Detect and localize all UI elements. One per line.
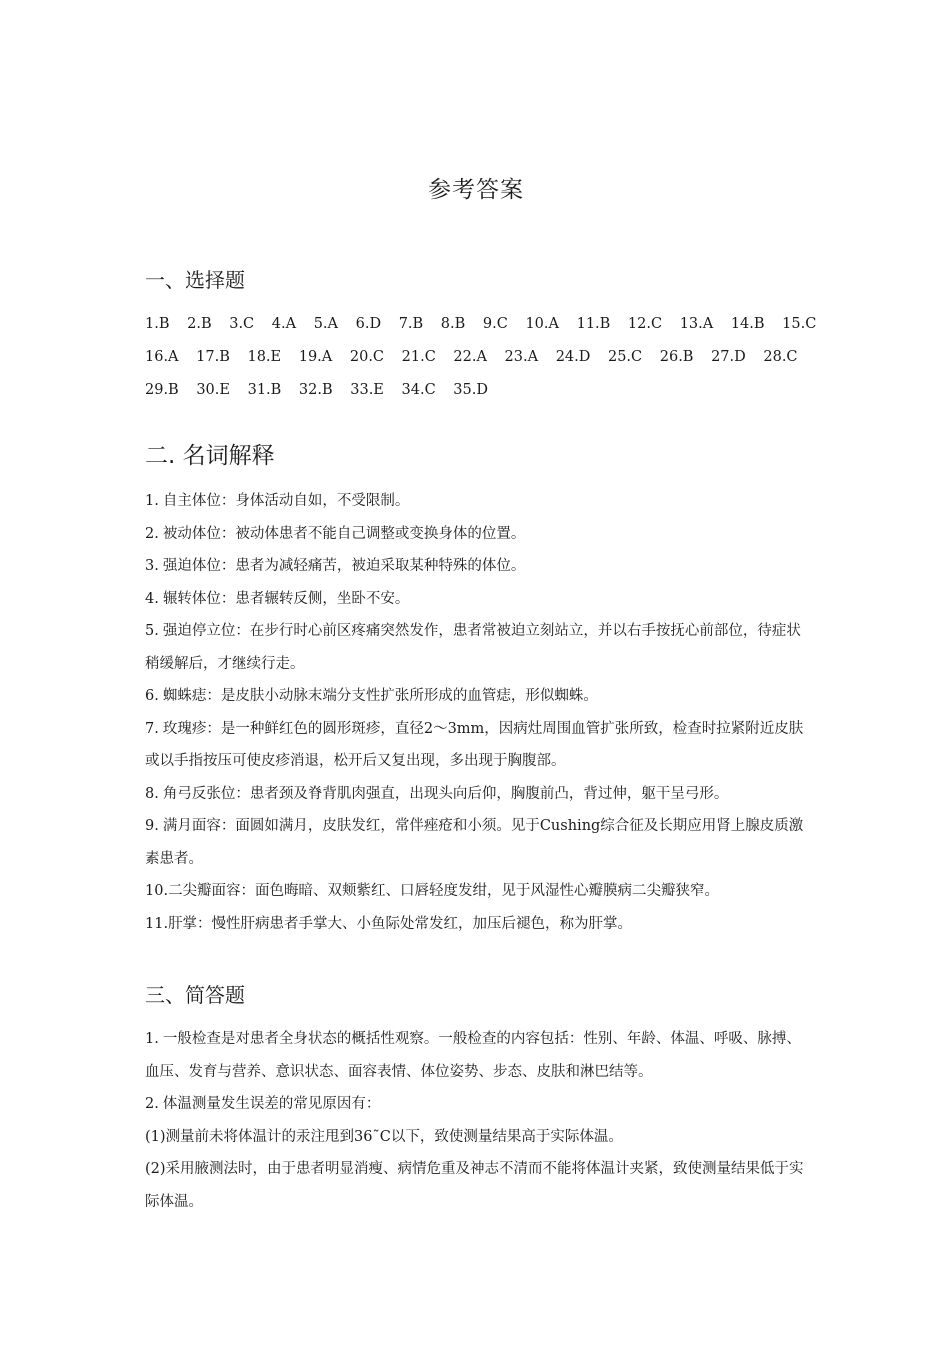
section-heading-short-answer: 三、简答题	[145, 983, 245, 1007]
term-text: 肝掌：慢性肝病患者手掌大、小鱼际处常发红，加压后褪色，称为肝掌。	[168, 915, 633, 932]
answer-item: 19.A	[298, 349, 333, 365]
answer-item: 14.B	[730, 316, 765, 332]
answer-item: 29.B	[145, 382, 179, 398]
term-item	[145, 810, 815, 875]
term-item	[145, 550, 815, 583]
term-item	[145, 518, 815, 551]
answer-item: 27.D	[711, 349, 746, 365]
short-answer-number: 1.	[145, 1031, 159, 1047]
short-answer-text: 采用腋测法时，由于患者明显消瘦、病情危重及神志不清而不能将体温计夹紧，致使测量结果低于实际体温。	[145, 1161, 804, 1210]
answer-item: 26.B	[659, 349, 694, 365]
term-text: 蜘蛛痣：是皮肤小动脉末端分支性扩张所形成的血管痣，形似蜘蛛。	[162, 688, 598, 704]
term-item	[145, 875, 815, 908]
answer-item: 1.B	[145, 316, 170, 332]
answer-item: 35.D	[453, 382, 488, 398]
section-heading-choice: 一、选择题	[145, 268, 245, 292]
term-item	[145, 713, 815, 778]
term-text: 二尖瓣面容：面色晦暗、双颊紫红、口唇轻度发绀，见于风湿性心瓣膜病二尖瓣狭窄。	[168, 883, 720, 899]
answer-item: 3.C	[229, 316, 255, 332]
answer-item: 2.B	[187, 316, 212, 332]
term-text: 自主体位：身体活动自如，不受限制。	[162, 493, 410, 509]
term-item	[145, 680, 815, 713]
short-answer-subnumber: (2)	[145, 1161, 166, 1177]
answer-item: 28.C	[763, 349, 798, 365]
terms-list	[145, 485, 815, 940]
answer-item: 34.C	[401, 382, 436, 398]
answer-item: 23.A	[504, 349, 539, 365]
short-answer-subitem	[145, 1153, 815, 1218]
answer-item: 10.A	[525, 316, 559, 332]
term-item	[145, 583, 815, 616]
term-number: 4.	[145, 590, 159, 607]
choice-answer-grid	[145, 308, 825, 407]
section-heading-terms: 二. 名词解释	[145, 443, 275, 469]
term-item	[145, 485, 815, 518]
short-answer-text: 体温测量发生误差的常见原因有：	[162, 1096, 381, 1112]
short-answer-list	[145, 1023, 815, 1218]
term-number: 7.	[145, 720, 159, 737]
term-number: 11.	[145, 915, 169, 932]
term-number: 2.	[145, 525, 159, 542]
term-text: 满月面容：面圆如满月，皮肤发红，常伴痤疮和小须。见于Cushing综合征及长期应用肾上腺皮质激素患者。	[145, 818, 804, 867]
short-answer-text: 测量前未将体温计的汞注甩到36˜C以下，致使测量结果高于实际体温。	[165, 1128, 623, 1145]
answer-item: 8.B	[440, 316, 466, 332]
term-number: 10.	[145, 883, 169, 899]
short-answer-number: 2.	[145, 1096, 159, 1112]
term-item	[145, 615, 815, 680]
term-number: 9.	[145, 818, 159, 834]
term-item	[145, 778, 815, 811]
answer-item: 9.C	[482, 316, 508, 332]
answer-item: 24.D	[555, 349, 591, 365]
answer-item: 18.E	[247, 349, 282, 365]
answer-item: 22.A	[453, 349, 487, 365]
answer-item: 30.E	[196, 382, 230, 398]
page-title: 参考答案	[428, 177, 524, 203]
answer-item: 13.A	[679, 316, 714, 332]
answer-item: 6.D	[355, 316, 382, 332]
answer-item: 12.C	[627, 316, 663, 332]
answer-item: 33.E	[350, 382, 384, 398]
term-number: 8.	[145, 785, 159, 802]
answer-item: 7.B	[398, 316, 424, 332]
answer-item: 31.B	[247, 382, 282, 398]
term-number: 6.	[145, 688, 159, 704]
short-answer-item	[145, 1023, 815, 1088]
answer-item: 5.A	[313, 316, 338, 332]
term-number: 1.	[145, 493, 159, 509]
answer-row	[145, 308, 825, 341]
term-text: 辗转体位：患者辗转反侧，坐卧不安。	[162, 590, 410, 607]
answer-item: 17.B	[196, 349, 230, 365]
term-number: 5.	[145, 623, 159, 639]
term-text: 角弓反张位：患者颈及脊背肌肉强直，出现头向后仰，胸腹前凸，背过伸，躯干呈弓形。	[162, 785, 729, 802]
answer-item: 21.C	[401, 349, 436, 365]
term-text: 强迫体位：患者为减轻痛苦，被迫采取某种特殊的体位。	[162, 558, 526, 574]
answer-item: 25.C	[607, 349, 643, 365]
term-text: 强迫停立位：在步行时心前区疼痛突然发作，患者常被迫立刻站立，并以右手按抚心前部位，待症状稍缓解后，才继续行走。	[145, 623, 801, 672]
answer-item: 32.B	[298, 382, 333, 398]
short-answer-subnumber: (1)	[145, 1128, 166, 1145]
short-answer-subitem	[145, 1121, 815, 1154]
answer-item: 15.C	[782, 316, 817, 332]
answer-row	[145, 341, 825, 374]
term-text: 被动体位：被动体患者不能自己调整或变换身体的位置。	[162, 525, 526, 542]
term-item	[145, 908, 815, 941]
short-answer-text: 一般检查是对患者全身状态的概括性观察。一般检查的内容包括：性别、年龄、体温、呼吸、脉搏、血压、发育与营养、意识状态、面容表情、体位姿势、步态、皮肤和淋巴结等。	[145, 1031, 801, 1080]
answer-row	[145, 374, 825, 407]
answer-item: 20.C	[349, 349, 385, 365]
term-number: 3.	[145, 558, 159, 574]
answer-item: 4.A	[271, 316, 297, 332]
answer-item: 11.B	[576, 316, 611, 332]
answer-item: 16.A	[145, 349, 179, 365]
term-text: 玫瑰疹：是一种鲜红色的圆形斑疹，直径2～3mm，因病灶周围血管扩张所致，检查时拉紧附近皮肤或以手指按压可使皮疹消退，松开后又复出现，多出现于胸腹部。	[145, 720, 804, 769]
short-answer-item	[145, 1088, 815, 1121]
